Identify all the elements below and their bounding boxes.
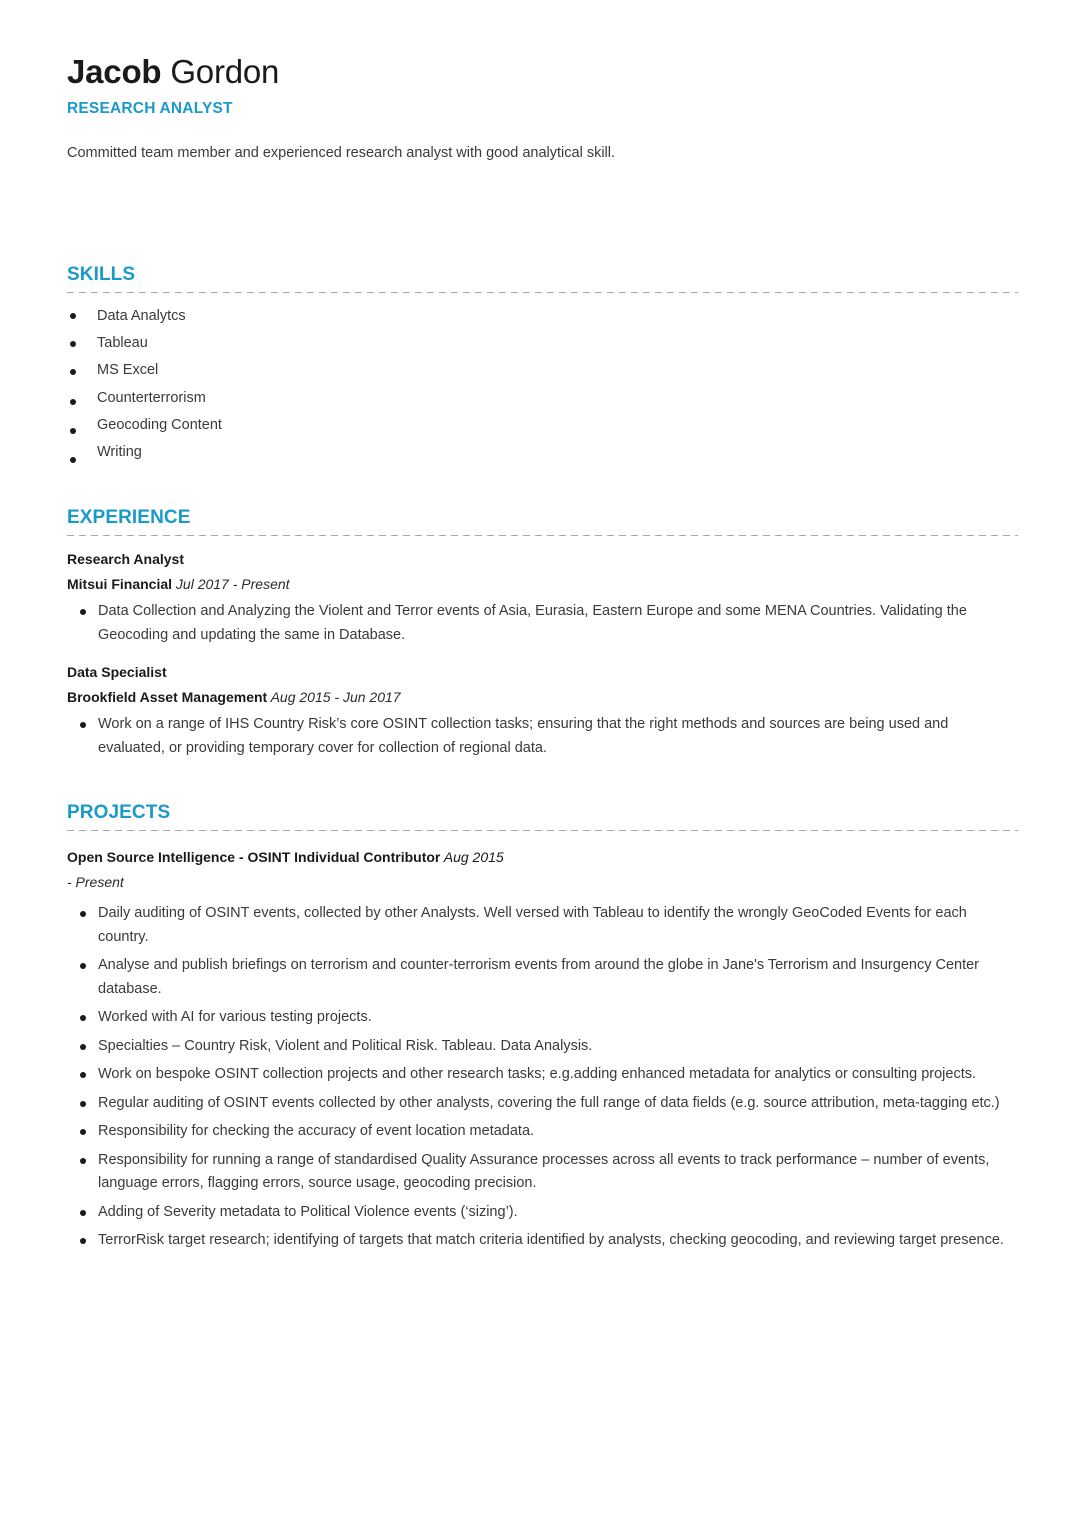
bullet-text: Work on a range of IHS Country Risk’s core OSINT collection tasks; ensuring that the right methods and sources are being used and evaluated, or providing temporary cover for collection of regional data.: [98, 716, 949, 756]
list-item: [67, 439, 1018, 466]
candidate-first-name: Jacob: [67, 53, 162, 90]
list-item: [67, 1092, 1018, 1116]
skill-label: Geocoding Content: [97, 416, 222, 433]
skills-section-title: SKILLS: [67, 264, 136, 285]
bullet-text: Analyse and publish briefings on terrorism and counter-terrorism events from around the globe in Jane's Terrorism and Insurgency Center database.: [98, 957, 979, 997]
list-item: [67, 303, 1018, 330]
bullet-text: TerrorRisk target research; identifying of targets that match criteria identified by analysts, checking geocoding, and reviewing target presence.: [98, 1232, 1004, 1249]
list-item: [67, 1229, 1018, 1253]
bullet-icon: [80, 1015, 86, 1021]
projects-section: [67, 801, 1018, 1253]
bullet-text: Regular auditing of OSINT events collected by other analysts, covering the full range of data fields (e.g. source attribution, meta-tagging etc.): [98, 1094, 1000, 1111]
job-dates: Jul 2017 - Present: [172, 576, 290, 593]
project-heading: [67, 848, 1018, 867]
bullet-icon: [70, 428, 76, 434]
candidate-summary: Committed team member and experienced research analyst with good analytical skill.: [67, 145, 616, 161]
skill-label: Tableau: [97, 335, 148, 352]
list-item: [67, 902, 1018, 949]
bullet-text: Responsibility for checking the accuracy of event location metadata.: [98, 1123, 535, 1140]
bullet-icon: [80, 1101, 86, 1107]
skill-label: Writing: [97, 444, 142, 461]
experience-entry: [67, 550, 1018, 647]
projects-section-title: PROJECTS: [67, 802, 171, 824]
bullet-icon: [80, 1158, 86, 1164]
project-bullets: [67, 902, 1018, 1253]
bullet-text: Data Collection and Analyzing the Violent and Terror events of Asia, Eurasia, Eastern Europe and some MENA Countries. Validating the Geocoding and updating the same in Database.: [98, 603, 967, 643]
bullet-text: Daily auditing of OSINT events, collected by other Analysts. Well versed with Tableau to identify the wrongly GeoCoded Events for each country.: [98, 905, 967, 945]
job-meta: [67, 688, 1018, 707]
project-dates-continued: - Present: [67, 874, 124, 891]
list-item: [67, 1201, 1018, 1225]
section-divider: [67, 830, 1018, 831]
experience-section: [67, 506, 1018, 760]
bullet-icon: [80, 1238, 86, 1244]
list-item: [67, 412, 1018, 439]
bullet-icon: [70, 399, 76, 405]
bullet-icon: [70, 457, 76, 463]
candidate-role: RESEARCH ANALYST: [67, 100, 233, 117]
job-company: Mitsui Financial: [67, 576, 173, 593]
project-dates: Aug 2015: [440, 849, 504, 866]
bullet-icon: [80, 609, 86, 615]
list-item: [67, 1006, 1018, 1030]
bullet-icon: [70, 369, 76, 375]
list-item: [67, 385, 1018, 412]
candidate-name: [67, 52, 1018, 92]
list-item: [67, 357, 1018, 384]
experience-section-title: EXPERIENCE: [67, 507, 191, 529]
bullet-text: Work on bespoke OSINT collection projects and other research tasks; e.g.adding enhanced metadata for analytics or consulting projects.: [98, 1066, 977, 1083]
list-item: [67, 1149, 1018, 1196]
project-name: Open Source Intelligence - OSINT Individual Contributor: [67, 849, 441, 866]
bullet-icon: [70, 341, 76, 347]
skills-section: [67, 263, 1018, 466]
bullet-icon: [80, 722, 86, 728]
experience-entry: [67, 663, 1018, 760]
resume-header: [67, 0, 1018, 163]
bullet-icon: [80, 911, 86, 917]
bullet-icon: [70, 313, 76, 319]
list-item: [67, 330, 1018, 357]
skill-label: Counterterrorism: [97, 389, 206, 406]
job-title: Research Analyst: [67, 551, 184, 568]
bullet-icon: [80, 963, 86, 969]
skills-list: [67, 303, 1018, 466]
bullet-text: Responsibility for running a range of standardised Quality Assurance processes across all events to track performance – number of events, language errors, flagging errors, source usage, geocoding precision.: [98, 1151, 990, 1192]
bullet-icon: [80, 1129, 86, 1135]
bullet-icon: [80, 1044, 86, 1050]
list-item: [67, 713, 1018, 760]
section-divider: [67, 535, 1018, 536]
bullet-icon: [80, 1210, 86, 1216]
list-item: [67, 1120, 1018, 1144]
job-bullets: [67, 600, 1018, 647]
job-bullets: [67, 713, 1018, 760]
job-meta: [67, 575, 1018, 594]
bullet-text: Specialties – Country Risk, Violent and Political Risk. Tableau. Data Analysis.: [98, 1037, 593, 1054]
section-divider: [67, 292, 1018, 293]
job-title: Data Specialist: [67, 664, 167, 681]
bullet-text: Worked with AI for various testing projects.: [98, 1009, 372, 1026]
list-item: [67, 954, 1018, 1001]
job-dates: Aug 2015 - Jun 2017: [267, 689, 401, 706]
candidate-last-name: Gordon: [161, 53, 280, 90]
list-item: [67, 1063, 1018, 1087]
list-item: [67, 1035, 1018, 1059]
job-company: Brookfield Asset Management: [67, 689, 268, 706]
bullet-icon: [80, 1072, 86, 1078]
skill-label: MS Excel: [97, 362, 159, 379]
bullet-text: Adding of Severity metadata to Political Violence events (‘sizing’).: [98, 1203, 518, 1220]
skill-label: Data Analytcs: [97, 308, 186, 324]
list-item: [67, 600, 1018, 647]
